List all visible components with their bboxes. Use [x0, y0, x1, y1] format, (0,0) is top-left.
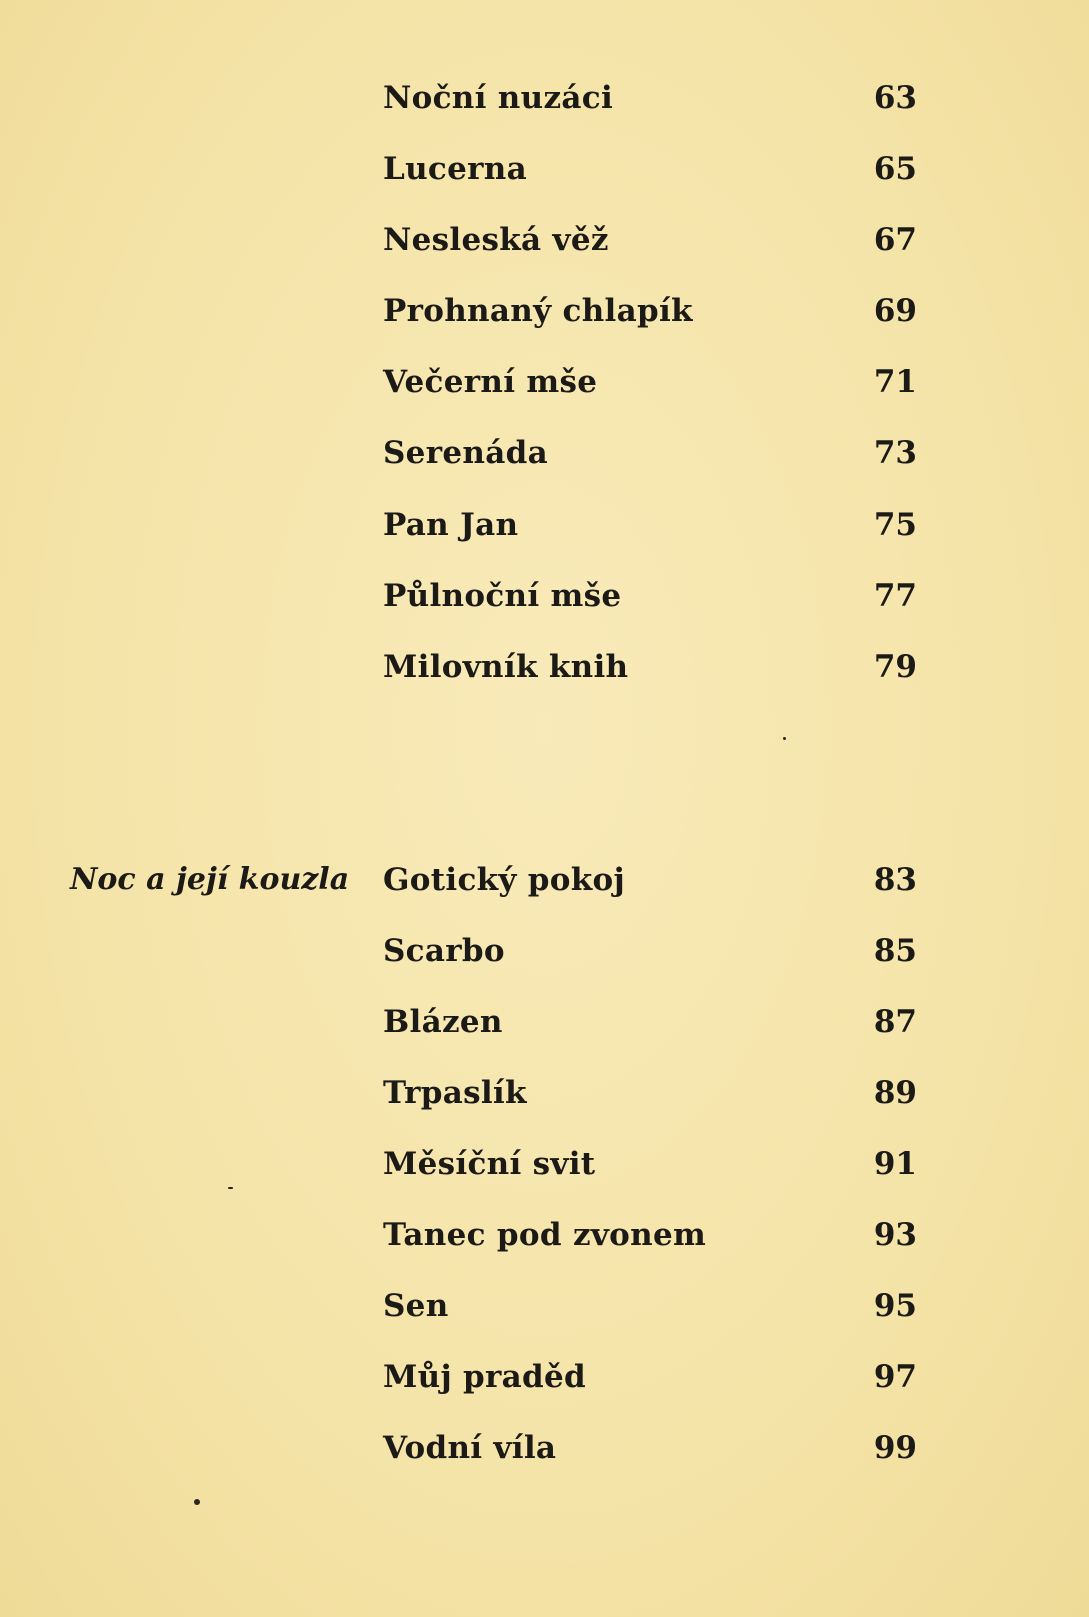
entry-page-number: 91 — [873, 1146, 917, 1182]
entry-title: Pan Jan — [383, 507, 519, 543]
toc-entry — [0, 933, 1089, 983]
toc-entry — [0, 364, 1089, 414]
entry-title: Milovník knih — [383, 649, 629, 685]
entry-page-number: 75 — [873, 507, 917, 543]
toc-entry — [0, 649, 1089, 699]
toc-entry — [0, 222, 1089, 272]
toc-entry — [0, 578, 1089, 628]
toc-entry — [0, 435, 1089, 485]
entry-page-number: 95 — [873, 1288, 917, 1324]
entry-page-number: 83 — [873, 862, 917, 898]
entry-page-number: 63 — [873, 80, 917, 116]
toc-entry — [0, 1359, 1089, 1409]
entry-page-number: 87 — [873, 1004, 917, 1040]
entry-page-number: 79 — [873, 649, 917, 685]
toc-entry — [0, 293, 1089, 343]
entry-page-number: 93 — [873, 1217, 917, 1253]
entry-title: Večerní mše — [383, 364, 598, 400]
entry-page-number: 77 — [873, 578, 917, 614]
toc-entry — [0, 1075, 1089, 1125]
entry-title: Můj praděd — [383, 1359, 587, 1395]
paper-speck — [194, 1499, 200, 1505]
toc-entry — [0, 1217, 1089, 1267]
toc-entry — [0, 1288, 1089, 1338]
entry-page-number: 69 — [873, 293, 917, 329]
toc-entry — [0, 80, 1089, 130]
toc-entry — [0, 1004, 1089, 1054]
paper-speck — [228, 1187, 233, 1189]
entry-page-number: 67 — [873, 222, 917, 258]
entry-page-number: 71 — [873, 364, 917, 400]
entry-title: Trpaslík — [383, 1075, 527, 1111]
entry-title: Nesleská věž — [383, 222, 609, 258]
entry-title: Sen — [383, 1288, 449, 1324]
toc-entry — [0, 507, 1089, 557]
entry-title: Lucerna — [383, 151, 527, 187]
entry-title: Noční nuzáci — [383, 80, 614, 116]
entry-page-number: 73 — [873, 435, 917, 471]
toc-entry — [0, 1430, 1089, 1480]
entry-title: Gotický pokoj — [383, 862, 626, 898]
entry-title: Půlnoční mše — [383, 578, 622, 614]
toc-entry — [0, 1146, 1089, 1196]
entry-title: Měsíční svit — [383, 1146, 596, 1182]
entry-title: Scarbo — [383, 933, 505, 969]
entry-page-number: 65 — [873, 151, 917, 187]
toc-entry — [0, 862, 1089, 912]
entry-title: Prohnaný chlapík — [383, 293, 693, 329]
paper-speck — [783, 737, 786, 740]
toc-entry — [0, 151, 1089, 201]
entry-title: Blázen — [383, 1004, 503, 1040]
entry-page-number: 99 — [873, 1430, 917, 1466]
entry-title: Tanec pod zvonem — [383, 1217, 707, 1253]
entry-page-number: 85 — [873, 933, 917, 969]
section-heading: Noc a její kouzla — [70, 862, 350, 897]
entry-title: Serenáda — [383, 435, 548, 471]
entry-title: Vodní víla — [383, 1430, 557, 1466]
entry-page-number: 89 — [873, 1075, 917, 1111]
entry-page-number: 97 — [873, 1359, 917, 1395]
